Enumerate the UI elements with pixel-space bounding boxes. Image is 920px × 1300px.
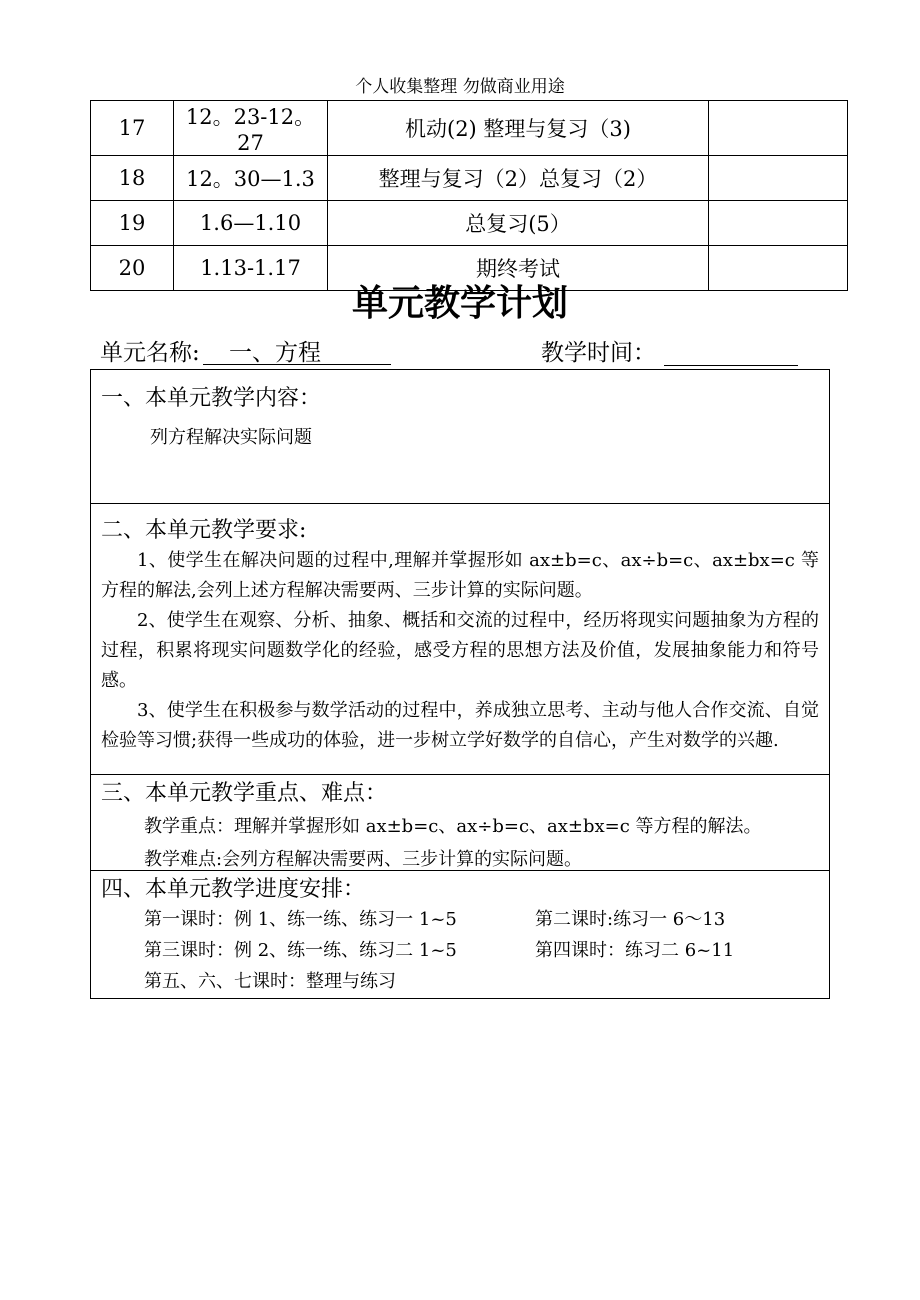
lesson-row — [91, 967, 829, 998]
unit-plan-box — [90, 369, 830, 999]
teaching-time-label: 教学时间： — [541, 340, 656, 366]
schedule-table — [90, 100, 848, 291]
table-row — [91, 201, 848, 246]
lesson-1: 第一课时：例 1、练一练、练习一 1~5 — [144, 909, 457, 930]
dates-cell: 1.6—1.10 — [174, 201, 328, 246]
content-cell: 整理与复习（2）总复习（2） — [328, 156, 709, 201]
requirement-item: 3、使学生在积极参与数学活动的过程中，养成独立思考、主动与他人合作交流、自觉检验等习惯;获得一些成功的体验，进一步树立学好数学的自信心，产生对数学的兴趣. — [101, 700, 819, 751]
teaching-time-blank — [664, 338, 798, 366]
content-cell: 期终考试 — [328, 246, 709, 291]
notes-cell — [709, 156, 848, 201]
lesson-4: 第四课时：练习二 6~11 — [535, 940, 735, 961]
lesson-3: 第三课时：例 2、练一练、练习二 1~5 — [144, 940, 457, 961]
table-row — [91, 156, 848, 201]
header-note: 个人收集整理 勿做商业用途 — [355, 77, 565, 97]
lesson-row — [91, 905, 829, 936]
requirement-item: 1、使学生在解决问题的过程中,理解并掌握形如 ax±b=c、ax÷b=c、ax±bx=c 等方程的解法,会列上述方程解决需要两、三步计算的实际问题。 — [101, 550, 819, 601]
difficulty-line: 教学难点:会列方程解决需要两、三步计算的实际问题。 — [144, 849, 583, 870]
notes-cell — [709, 101, 848, 156]
content-cell: 总复习(5） — [328, 201, 709, 246]
content-cell: 机动(2) 整理与复习（3) — [328, 101, 709, 156]
dates-cell: 12。23-12。27 — [174, 101, 328, 156]
section-title: 三、本单元教学重点、难点： — [101, 781, 388, 806]
requirement-item: 2、使学生在观察、分析、抽象、概括和交流的过程中，经历将现实问题抽象为方程的过程，积累将现实问题数学化的经验，感受方程的思想方法及价值，发展抽象能力和符号感。 — [101, 610, 819, 691]
section-key-points — [91, 774, 829, 870]
week-cell: 19 — [91, 201, 174, 246]
dates-cell: 12。30—1.3 — [174, 156, 328, 201]
section-requirements — [91, 503, 829, 774]
section-title: 一、本单元教学内容： — [101, 386, 322, 411]
notes-cell — [709, 201, 848, 246]
week-cell: 18 — [91, 156, 174, 201]
focus-line: 教学重点：理解并掌握形如 ax±b=c、ax÷b=c、ax±bx=c 等方程的解法。 — [144, 816, 762, 837]
table-row — [91, 101, 848, 156]
section-schedule-plan — [91, 870, 829, 998]
dates-cell: 1.13-1.17 — [174, 246, 328, 291]
lesson-5: 第五、六、七课时：整理与练习 — [144, 971, 396, 992]
section-title: 四、本单元教学进度安排： — [101, 877, 366, 902]
week-cell: 20 — [91, 246, 174, 291]
section-title: 二、本单元教学要求: — [101, 518, 307, 543]
unit-info-line — [100, 338, 820, 368]
lesson-2: 第二课时:练习一 6～13 — [535, 909, 726, 930]
content-body: 列方程解决实际问题 — [150, 427, 312, 448]
page-title: 单元教学计划 — [351, 283, 568, 324]
unit-name-value: 一、方程 — [203, 338, 391, 365]
week-cell: 17 — [91, 101, 174, 156]
unit-name-label: 单元名称: — [100, 340, 200, 366]
section-content — [91, 370, 829, 503]
lesson-row — [91, 936, 829, 967]
